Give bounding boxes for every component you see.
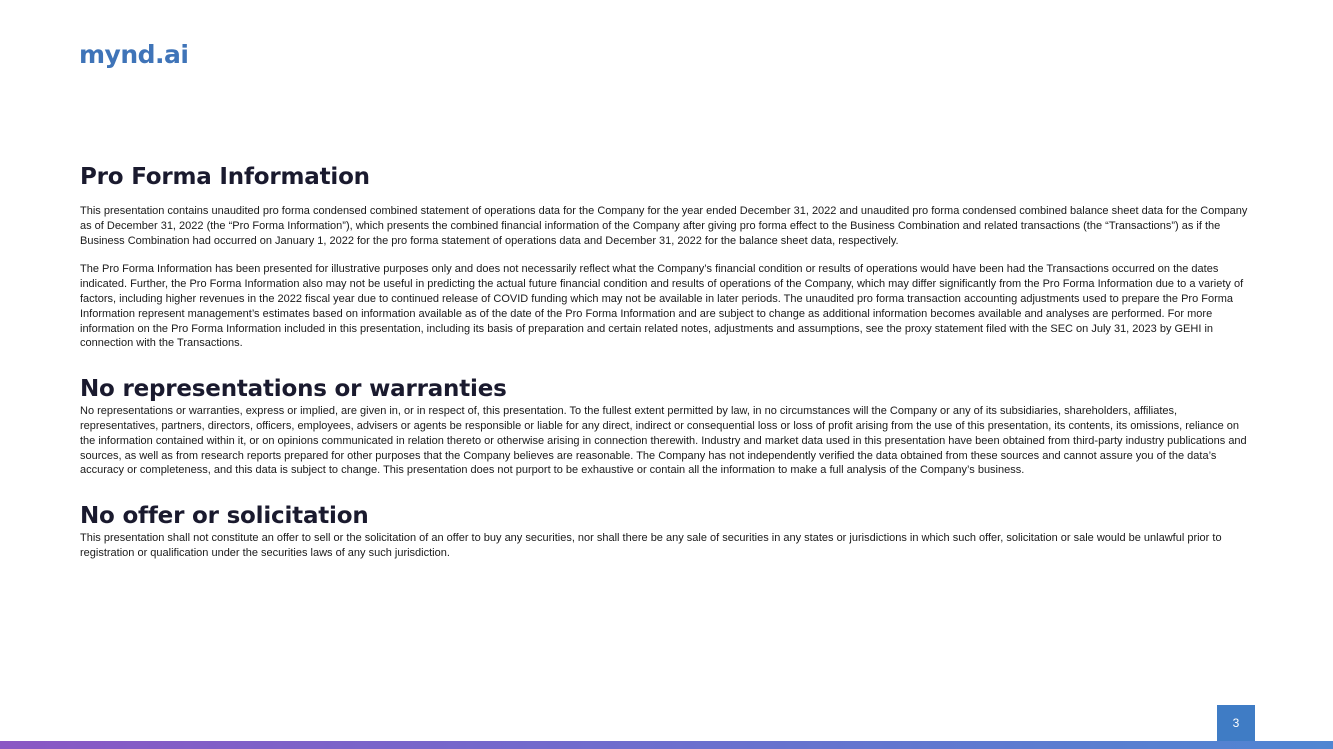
footer-gradient-bar [0, 741, 1333, 749]
disclaimer-content [80, 162, 1256, 561]
section-title-pro-forma: Pro Forma Information [80, 164, 370, 190]
section-no-offer [80, 501, 1256, 561]
page-number-badge: 3 [1217, 705, 1255, 741]
no-offer-paragraph: This presentation shall not constitute an offer to sell or the solicitation of an offer to buy any securities, nor shall there be any sale of securities in any states or jurisdictions in which such offer, solicitation or sale would be unlawful prior to registration or qualification under the securities laws of any such jurisdiction. [80, 532, 1222, 559]
section-title-no-offer: No offer or solicitation [80, 503, 369, 530]
section-title-no-representations: No representations or warranties [80, 376, 507, 403]
pro-forma-paragraph-2: The Pro Forma Information has been presented for illustrative purposes only and does not necessarily reflect what the Company’s financial condition or results of operations would have been had the Transactions occurred on the dates indicated. Further, the Pro Forma Information also may not be useful in predicting the actual future financial condition and results of operations of the Company, which may differ significantly from the Pro Forma Information due to a variety of factors, including higher revenues in the 2022 fiscal year due to continued release of COVID funding which may not be available in later periods. The unaudited pro forma transaction accounting adjustments used to prepare the Pro Forma Information represent management’s estimates based on information available as of the date of the Pro Forma Information and are subject to change as additional information becomes available and analyses are performed. For more information on the Pro Forma Information included in this presentation, including its basis of preparation and certain related notes, adjustments and assumptions, see the proxy statement filed with the SEC on July 31, 2023 by GEHI in connection with the Transactions. [80, 263, 1244, 350]
section-no-representations [80, 374, 1256, 478]
pro-forma-paragraph-1: This presentation contains unaudited pro forma condensed combined statement of operations data for the Company for the year ended December 31, 2022 and unaudited pro forma condensed combined balance sheet data for the Company as of December 31, 2022 (the “Pro Forma Information”), which presents the combined financial information of the Company after giving pro forma effect to the Business Combination and related transactions (the “Transactions”) as if the Business Combination had occurred on January 1, 2022 for the pro forma statement of operations data and December 31, 2022 for the balance sheet data, respectively. [80, 205, 1248, 247]
section-pro-forma [80, 162, 1256, 351]
company-logo: mynd.ai [79, 40, 189, 69]
no-representations-paragraph: No representations or warranties, express or implied, are given in, or in respect of, this presentation. To the fullest extent permitted by law, in no circumstances will the Company or any of its subsidiaries, shareholders, affiliates, representatives, partners, directors, officers, employees, advisers or agents be responsible or liable for any direct, indirect or consequential loss or loss of profit arising from the use of this presentation, its contents, its omissions, reliance on the information contained within it, or on opinions communicated in relation thereto or otherwise arising in connection therewith. Industry and market data used in this presentation have been obtained from third-party industry publications and sources, as well as from research reports prepared for other purposes that the Company believes are reasonable. The Company has not independently verified the data obtained from these sources and cannot assure you of the data’s accuracy or completeness, and this data is subject to change. This presentation does not purport to be exhaustive or contain all the information to make a full analysis of the Company’s business. [80, 405, 1247, 477]
